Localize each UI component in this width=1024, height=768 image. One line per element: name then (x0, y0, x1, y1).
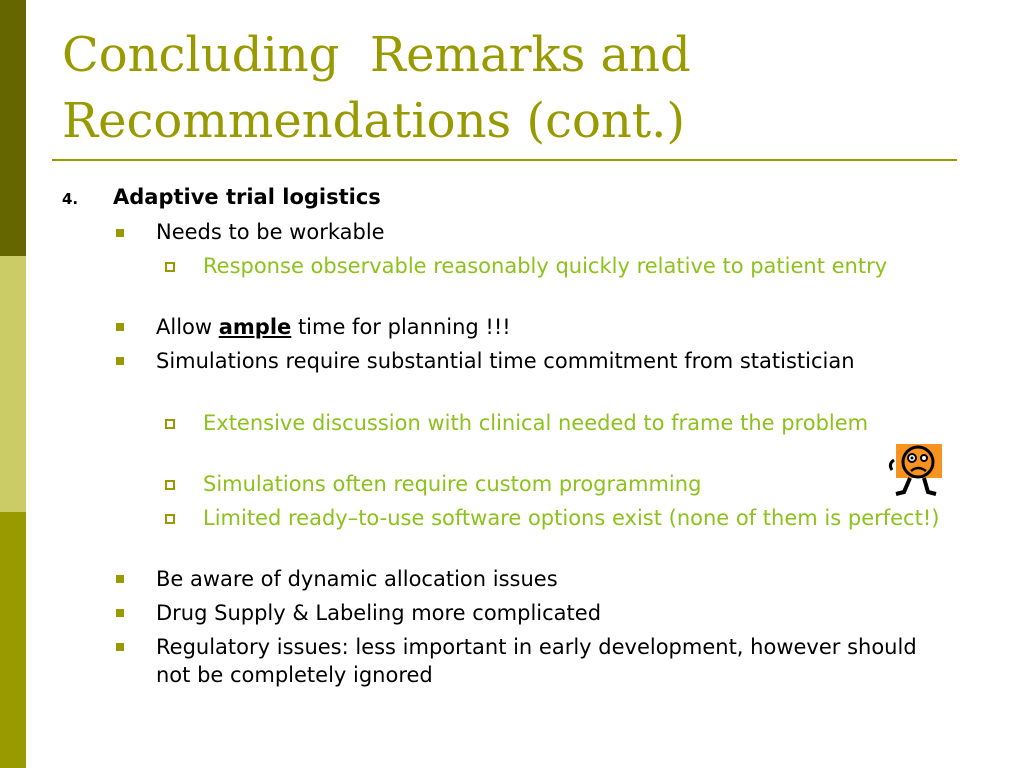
bullet-hollow (165, 262, 175, 272)
item-heading: Adaptive trial logistics (113, 185, 381, 209)
bullet-text: Drug Supply & Labeling more complicated (156, 601, 602, 625)
bullet-square (116, 357, 124, 365)
bullet-square (116, 609, 124, 617)
worried-figure-icon (884, 442, 948, 502)
bullet-text: Simulations require substantial time commitment from statistician (156, 349, 855, 373)
bullet-text: Be aware of dynamic allocation issues (156, 567, 558, 591)
bullet-text (156, 313, 956, 341)
bullet-square (116, 229, 124, 237)
sub-bullet-text: Response observable reasonably quickly relative to patient entry (203, 254, 888, 278)
bullet-square (116, 643, 124, 651)
bullet-hollow (165, 419, 175, 429)
sub-bullet-text: Simulations often require custom programming (203, 472, 702, 496)
bullet-text: Regulatory issues: less important in early development, however should not be completely ignored (156, 635, 917, 687)
sub-bullet-text: Extensive discussion with clinical needed to frame the problem (203, 411, 869, 435)
emphasis-ample: ample (218, 315, 292, 339)
bullet-hollow (165, 514, 175, 524)
bullet-text-post: time for planning !!! (291, 315, 511, 339)
bullet-text-pre: Allow (156, 315, 219, 339)
item-number: 4. (62, 190, 79, 208)
slide-title: Concluding Remarks and Recommendations (cont.) (62, 27, 691, 149)
bullet-hollow (165, 480, 175, 490)
bullet-square (116, 575, 124, 583)
bullet-square (116, 323, 124, 331)
bullet-text: Needs to be workable (156, 220, 385, 244)
sub-bullet-text: Limited ready–to-use software options exist (none of them is perfect!) (203, 506, 940, 530)
